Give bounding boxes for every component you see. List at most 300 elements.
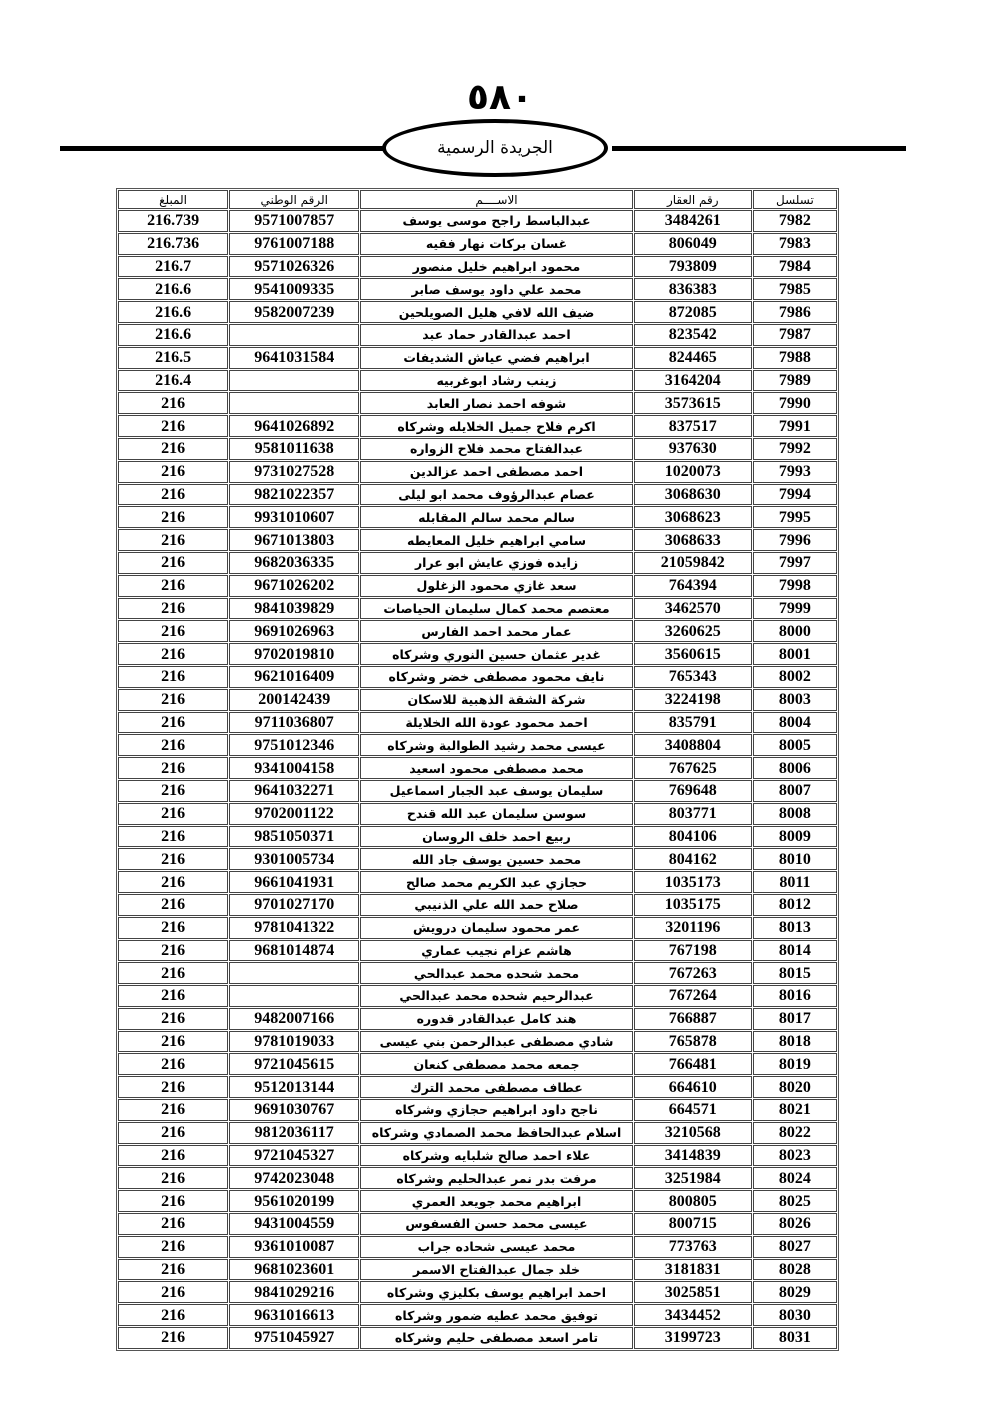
serial-cell: 8002 (753, 666, 837, 688)
name-cell: هند كامل عبدالقادر قدوره (360, 1008, 632, 1030)
name-cell: ضيف الله لافي هليل الصويلحين (360, 301, 632, 323)
national-id-cell: 9661041931 (229, 871, 359, 893)
property-no-cell: 806049 (634, 233, 752, 255)
serial-cell: 8022 (753, 1122, 837, 1144)
national-id-cell: 9341004158 (229, 757, 359, 779)
serial-cell: 7987 (753, 324, 837, 346)
name-cell: اسلام عبدالحافظ محمد الصمادي وشركاه (360, 1122, 632, 1144)
name-cell: شادي مصطفى عبدالرحمن بني عيسى (360, 1031, 632, 1053)
amount-cell: 216 (118, 392, 228, 414)
name-cell: عيسى محمد رشيد الطوالبة وشركاه (360, 734, 632, 756)
table-row (118, 529, 837, 551)
name-cell: سالم محمد سالم المقابله (360, 506, 632, 528)
table-row (118, 826, 837, 848)
amount-cell: 216 (118, 1236, 228, 1258)
property-no-cell: 664571 (634, 1099, 752, 1121)
national-id-cell: 9431004559 (229, 1213, 359, 1235)
amount-cell: 216 (118, 598, 228, 620)
property-no-cell: 3025851 (634, 1281, 752, 1303)
property-no-cell: 804106 (634, 826, 752, 848)
table-row (118, 575, 837, 597)
property-no-cell: 1020073 (634, 461, 752, 483)
name-cell: توفيق محمد عطيه ضمور وشركاه (360, 1304, 632, 1326)
name-cell: محمد شحده محمد عبدالحي (360, 962, 632, 984)
national-id-cell: 9681023601 (229, 1259, 359, 1281)
name-cell: عمار محمد احمد الفارس (360, 620, 632, 642)
property-no-cell: 3251984 (634, 1167, 752, 1189)
amount-cell: 216 (118, 620, 228, 642)
amount-cell: 216.6 (118, 324, 228, 346)
serial-cell: 7993 (753, 461, 837, 483)
amount-cell: 216 (118, 415, 228, 437)
name-cell: نايف محمود مصطفى خضر وشركاه (360, 666, 632, 688)
name-cell: هاشم عزام نجيب عماري (360, 940, 632, 962)
national-id-cell: 9681014874 (229, 940, 359, 962)
national-id-cell: 9641032271 (229, 780, 359, 802)
table-row (118, 1259, 837, 1281)
amount-cell: 216.739 (118, 210, 228, 232)
table-row (118, 1145, 837, 1167)
property-no-cell: 1035175 (634, 894, 752, 916)
page-number: ٥٨٠ (467, 77, 533, 118)
property-no-cell: 3462570 (634, 598, 752, 620)
serial-cell: 8014 (753, 940, 837, 962)
serial-cell: 7999 (753, 598, 837, 620)
amount-cell: 216 (118, 712, 228, 734)
publication-title: الجريدة الرسمية (437, 138, 553, 158)
property-no-cell: 3210568 (634, 1122, 752, 1144)
serial-cell: 8015 (753, 962, 837, 984)
name-cell: سعد غازي محمود الزغلول (360, 575, 632, 597)
table-row (118, 1031, 837, 1053)
serial-cell: 7988 (753, 347, 837, 369)
table-row (118, 871, 837, 893)
name-cell: عبدالفتاح محمد فلاح الزواره (360, 438, 632, 460)
national-id-cell (229, 392, 359, 414)
amount-cell: 216 (118, 917, 228, 939)
national-id-cell: 9721045327 (229, 1145, 359, 1167)
name-cell: سليمان يوسف عبد الجبار اسماعيل (360, 780, 632, 802)
column-header-national-id: الرقم الوطني (229, 190, 359, 209)
national-id-cell (229, 985, 359, 1007)
amount-cell: 216 (118, 985, 228, 1007)
name-cell: تامر اسعد مصطفى حليم وشركاه (360, 1327, 632, 1349)
table-row (118, 1008, 837, 1030)
amount-cell: 216 (118, 461, 228, 483)
name-cell: ربيع احمد خلف الروسان (360, 826, 632, 848)
amount-cell: 216 (118, 529, 228, 551)
amount-cell: 216 (118, 962, 228, 984)
amount-cell: 216 (118, 575, 228, 597)
serial-cell: 8006 (753, 757, 837, 779)
serial-cell: 8011 (753, 871, 837, 893)
name-cell: معتصم محمد كمال سليمان الحياصات (360, 598, 632, 620)
property-no-cell: 937630 (634, 438, 752, 460)
amount-cell: 216 (118, 1099, 228, 1121)
name-cell: غسان بركات نهار فقيه (360, 233, 632, 255)
national-id-cell (229, 962, 359, 984)
table-row (118, 1099, 837, 1121)
name-cell: احمد ابراهيم يوسف بكليزي وشركاه (360, 1281, 632, 1303)
property-no-cell: 664610 (634, 1076, 752, 1098)
name-cell: عصام عبدالرؤوف محمد ابو ليلى (360, 484, 632, 506)
table-row (118, 370, 837, 392)
national-id-cell: 9721045615 (229, 1053, 359, 1075)
property-no-cell: 3068630 (634, 484, 752, 506)
name-cell: ناجح داود ابراهيم حجازي وشركاه (360, 1099, 632, 1121)
table-row (118, 666, 837, 688)
national-id-cell: 200142439 (229, 689, 359, 711)
serial-cell: 8024 (753, 1167, 837, 1189)
property-no-cell: 21059842 (634, 552, 752, 574)
table-row (118, 1304, 837, 1326)
national-id-cell: 9781041322 (229, 917, 359, 939)
serial-cell: 8018 (753, 1031, 837, 1053)
amount-cell: 216 (118, 1167, 228, 1189)
national-id-cell: 9841039829 (229, 598, 359, 620)
amount-cell: 216.6 (118, 278, 228, 300)
amount-cell: 216.6 (118, 301, 228, 323)
name-cell: محمود ابراهيم خليل منصور (360, 256, 632, 278)
table-row (118, 962, 837, 984)
amount-cell: 216 (118, 1031, 228, 1053)
name-cell: زايده فوزي عايش ابو عرار (360, 552, 632, 574)
property-no-cell: 767625 (634, 757, 752, 779)
amount-cell: 216 (118, 894, 228, 916)
property-no-cell: 3434452 (634, 1304, 752, 1326)
serial-cell: 8012 (753, 894, 837, 916)
name-cell: محمد حسين يوسف جاد الله (360, 848, 632, 870)
property-no-cell: 835791 (634, 712, 752, 734)
property-no-cell: 3484261 (634, 210, 752, 232)
property-no-cell: 3068633 (634, 529, 752, 551)
table-row (118, 392, 837, 414)
national-id-cell: 9751045927 (229, 1327, 359, 1349)
property-no-cell: 3181831 (634, 1259, 752, 1281)
name-cell: اكرم فلاح جميل الخلايله وشركاه (360, 415, 632, 437)
property-no-cell: 767264 (634, 985, 752, 1007)
table-row (118, 461, 837, 483)
national-id-cell: 9671026202 (229, 575, 359, 597)
name-cell: زينب رشاد ابوغربيه (360, 370, 632, 392)
table-row (118, 1213, 837, 1235)
property-no-cell: 3414839 (634, 1145, 752, 1167)
serial-cell: 8027 (753, 1236, 837, 1258)
property-no-cell: 800805 (634, 1190, 752, 1212)
property-no-cell: 764394 (634, 575, 752, 597)
national-id-cell: 9361010087 (229, 1236, 359, 1258)
national-id-cell: 9731027528 (229, 461, 359, 483)
table-header-row (118, 190, 837, 209)
amount-cell: 216 (118, 506, 228, 528)
amount-cell: 216 (118, 757, 228, 779)
amount-cell: 216 (118, 848, 228, 870)
table-row (118, 438, 837, 460)
property-no-cell: 836383 (634, 278, 752, 300)
amount-cell: 216 (118, 780, 228, 802)
amount-cell: 216.7 (118, 256, 228, 278)
national-id-cell: 9821022357 (229, 484, 359, 506)
header-rule-right (612, 146, 906, 151)
serial-cell: 8007 (753, 780, 837, 802)
property-no-cell: 766481 (634, 1053, 752, 1075)
column-header-serial: تسلسل (753, 190, 837, 209)
amount-cell: 216 (118, 438, 228, 460)
property-no-cell: 3199723 (634, 1327, 752, 1349)
national-id-cell: 9742023048 (229, 1167, 359, 1189)
property-no-cell: 3573615 (634, 392, 752, 414)
amount-cell: 216 (118, 484, 228, 506)
serial-cell: 8023 (753, 1145, 837, 1167)
amount-cell: 216 (118, 1304, 228, 1326)
name-cell: شركة الشقة الذهبية للاسكان (360, 689, 632, 711)
amount-cell: 216 (118, 1327, 228, 1349)
property-no-cell: 767263 (634, 962, 752, 984)
column-header-amount: المبلغ (118, 190, 228, 209)
serial-cell: 8019 (753, 1053, 837, 1075)
name-cell: صلاح حمد الله علي الذنيبي (360, 894, 632, 916)
serial-cell: 8003 (753, 689, 837, 711)
table-row (118, 324, 837, 346)
national-id-cell: 9781019033 (229, 1031, 359, 1053)
name-cell: محمد مصطفى محمود اسعيد (360, 757, 632, 779)
serial-cell: 7992 (753, 438, 837, 460)
table-row (118, 1190, 837, 1212)
national-id-cell: 9641026892 (229, 415, 359, 437)
table-row (118, 484, 837, 506)
name-cell: عبدالرحيم شحده محمد عبدالحي (360, 985, 632, 1007)
name-cell: غدير عثمان حسين النوري وشركاه (360, 643, 632, 665)
national-id-cell: 9582007239 (229, 301, 359, 323)
name-cell: مرفت بدر نمر عبدالحليم وشركاه (360, 1167, 632, 1189)
amount-cell: 216 (118, 803, 228, 825)
serial-cell: 8025 (753, 1190, 837, 1212)
national-id-cell: 9512013144 (229, 1076, 359, 1098)
property-no-cell: 769648 (634, 780, 752, 802)
national-id-cell: 9571026326 (229, 256, 359, 278)
property-no-cell: 3260625 (634, 620, 752, 642)
table-row (118, 1281, 837, 1303)
amount-cell: 216 (118, 1213, 228, 1235)
amount-cell: 216 (118, 689, 228, 711)
name-cell: عيسى محمد حسن الفسفوس (360, 1213, 632, 1235)
name-cell: خلد جمال عبدالفتاح الاسمر (360, 1259, 632, 1281)
property-no-cell: 773763 (634, 1236, 752, 1258)
table-row (118, 940, 837, 962)
amount-cell: 216 (118, 1053, 228, 1075)
national-id-cell: 9711036807 (229, 712, 359, 734)
table-row (118, 917, 837, 939)
national-id-cell: 9561020199 (229, 1190, 359, 1212)
table-row (118, 1167, 837, 1189)
name-cell: عطاف مصطفى محمد الترك (360, 1076, 632, 1098)
table-row (118, 848, 837, 870)
amount-cell: 216 (118, 666, 228, 688)
national-id-cell: 9631016613 (229, 1304, 359, 1326)
amount-cell: 216 (118, 643, 228, 665)
table-row (118, 278, 837, 300)
name-cell: حجازي عبد الكريم محمد صالح (360, 871, 632, 893)
table-row (118, 712, 837, 734)
amount-cell: 216 (118, 1281, 228, 1303)
amount-cell: 216.4 (118, 370, 228, 392)
property-no-cell: 804162 (634, 848, 752, 870)
national-id-cell: 9702001122 (229, 803, 359, 825)
serial-cell: 8020 (753, 1076, 837, 1098)
amount-cell: 216 (118, 1076, 228, 1098)
table-row (118, 757, 837, 779)
table-row (118, 985, 837, 1007)
amount-cell: 216 (118, 1190, 228, 1212)
table-row (118, 598, 837, 620)
property-no-cell: 803771 (634, 803, 752, 825)
property-no-cell: 823542 (634, 324, 752, 346)
serial-cell: 8010 (753, 848, 837, 870)
national-id-cell: 9702019810 (229, 643, 359, 665)
serial-cell: 8028 (753, 1259, 837, 1281)
national-id-cell: 9671013803 (229, 529, 359, 551)
amount-cell: 216 (118, 734, 228, 756)
name-cell: سامي ابراهيم خليل المعايطه (360, 529, 632, 551)
table-row (118, 347, 837, 369)
property-no-cell: 765343 (634, 666, 752, 688)
serial-cell: 8029 (753, 1281, 837, 1303)
national-id-cell: 9812036117 (229, 1122, 359, 1144)
amount-cell: 216 (118, 1145, 228, 1167)
national-id-cell: 9301005734 (229, 848, 359, 870)
name-cell: احمد مصطفى احمد عزالدين (360, 461, 632, 483)
serial-cell: 7986 (753, 301, 837, 323)
national-id-cell: 9701027170 (229, 894, 359, 916)
national-id-cell: 9841029216 (229, 1281, 359, 1303)
serial-cell: 8026 (753, 1213, 837, 1235)
amount-cell: 216 (118, 1122, 228, 1144)
serial-cell: 7991 (753, 415, 837, 437)
serial-cell: 8004 (753, 712, 837, 734)
name-cell: محمد عيسى شحاده جراب (360, 1236, 632, 1258)
amount-cell: 216.736 (118, 233, 228, 255)
table-row (118, 301, 837, 323)
table-row (118, 620, 837, 642)
serial-cell: 8013 (753, 917, 837, 939)
national-id-cell (229, 324, 359, 346)
table-row (118, 415, 837, 437)
national-id-cell: 9691030767 (229, 1099, 359, 1121)
serial-cell: 7983 (753, 233, 837, 255)
publication-title-oval (382, 119, 608, 177)
table-row (118, 803, 837, 825)
table-row (118, 780, 837, 802)
serial-cell: 8017 (753, 1008, 837, 1030)
property-no-cell: 3560615 (634, 643, 752, 665)
serial-cell: 7997 (753, 552, 837, 574)
serial-cell: 8001 (753, 643, 837, 665)
serial-cell: 7995 (753, 506, 837, 528)
national-id-cell: 9682036335 (229, 552, 359, 574)
amount-cell: 216 (118, 871, 228, 893)
serial-cell: 8016 (753, 985, 837, 1007)
national-id-cell: 9751012346 (229, 734, 359, 756)
amount-cell: 216 (118, 552, 228, 574)
property-no-cell: 872085 (634, 301, 752, 323)
serial-cell: 8009 (753, 826, 837, 848)
table-row (118, 552, 837, 574)
table-row (118, 1053, 837, 1075)
property-no-cell: 766887 (634, 1008, 752, 1030)
table-row (118, 734, 837, 756)
national-id-cell: 9541009335 (229, 278, 359, 300)
national-id-cell: 9851050371 (229, 826, 359, 848)
national-id-cell: 9691026963 (229, 620, 359, 642)
name-cell: احمد محمود عودة الله الخلايلة (360, 712, 632, 734)
serial-cell: 8008 (753, 803, 837, 825)
amount-cell: 216 (118, 826, 228, 848)
national-id-cell: 9621016409 (229, 666, 359, 688)
national-id-cell: 9581011638 (229, 438, 359, 460)
national-id-cell: 9571007857 (229, 210, 359, 232)
table-row (118, 1236, 837, 1258)
property-no-cell: 767198 (634, 940, 752, 962)
national-id-cell: 9482007166 (229, 1008, 359, 1030)
serial-cell: 7998 (753, 575, 837, 597)
table-row (118, 1327, 837, 1349)
national-id-cell: 9641031584 (229, 347, 359, 369)
property-no-cell: 824465 (634, 347, 752, 369)
column-header-property-no: رقم العقار (634, 190, 752, 209)
serial-cell: 7985 (753, 278, 837, 300)
serial-cell: 7990 (753, 392, 837, 414)
table-row (118, 1076, 837, 1098)
property-no-cell: 3068623 (634, 506, 752, 528)
table-row (118, 689, 837, 711)
serial-cell: 8031 (753, 1327, 837, 1349)
amount-cell: 216 (118, 940, 228, 962)
name-cell: علاء احمد صالح شلبايه وشركاه (360, 1145, 632, 1167)
property-no-cell: 3408804 (634, 734, 752, 756)
table-row (118, 210, 837, 232)
serial-cell: 7982 (753, 210, 837, 232)
amount-cell: 216 (118, 1259, 228, 1281)
serial-cell: 8000 (753, 620, 837, 642)
table-row (118, 643, 837, 665)
table-row (118, 1122, 837, 1144)
property-no-cell: 3164204 (634, 370, 752, 392)
amount-cell: 216 (118, 1008, 228, 1030)
name-cell: محمد علي داود يوسف صابر (360, 278, 632, 300)
name-cell: ابراهيم محمد جويعد العمري (360, 1190, 632, 1212)
national-id-cell: 9931010607 (229, 506, 359, 528)
property-no-cell: 1035173 (634, 871, 752, 893)
property-no-cell: 3201196 (634, 917, 752, 939)
property-no-cell: 837517 (634, 415, 752, 437)
table-row (118, 256, 837, 278)
serial-cell: 8021 (753, 1099, 837, 1121)
serial-cell: 8005 (753, 734, 837, 756)
table-row (118, 894, 837, 916)
property-no-cell: 765878 (634, 1031, 752, 1053)
header-rule-left (60, 146, 386, 151)
serial-cell: 8030 (753, 1304, 837, 1326)
name-cell: ابراهيم فضي عياش الشديفات (360, 347, 632, 369)
serial-cell: 7994 (753, 484, 837, 506)
table-row (118, 506, 837, 528)
property-no-cell: 800715 (634, 1213, 752, 1235)
property-no-cell: 3224198 (634, 689, 752, 711)
name-cell: عبدالباسط راجح موسى يوسف (360, 210, 632, 232)
property-no-cell: 793809 (634, 256, 752, 278)
national-id-cell (229, 370, 359, 392)
name-cell: سوسن سليمان عبد الله قندح (360, 803, 632, 825)
